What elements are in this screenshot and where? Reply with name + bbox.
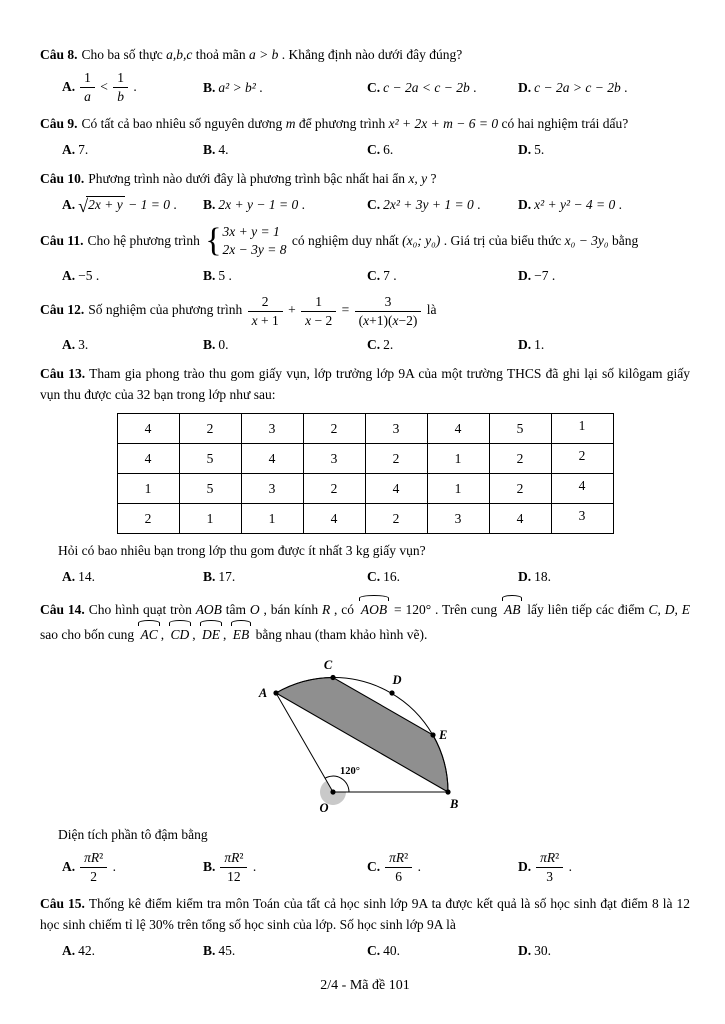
question-body: Có tất cả bao nhiêu số nguyên dương m để phương trình x² + 2x + m − 6 = 0 có hai nghiệm trái dấu? xyxy=(81,115,629,131)
option-label: C. xyxy=(367,79,381,95)
answer-options xyxy=(40,940,690,961)
arc-notation: DE xyxy=(200,620,222,645)
option-text: c − 2a > c − 2b . xyxy=(534,79,628,95)
option-a xyxy=(62,265,203,286)
math-text: 2x + y xyxy=(88,197,123,213)
option-text: $\frac{1}{a}$ < $\frac{1}{b}$ . xyxy=(78,79,137,94)
option-label: C. xyxy=(367,568,381,584)
fraction: $\frac{\text{πR²}}{12}$ xyxy=(220,850,247,885)
point-o-dot xyxy=(330,789,335,794)
table-cell: 2 xyxy=(365,443,427,473)
option-text: 1. xyxy=(534,336,545,352)
option-text: 7 . xyxy=(383,267,397,283)
question-label: Câu 11. xyxy=(40,232,84,248)
option-text: a² > b² . xyxy=(218,79,263,95)
brace-icon: { xyxy=(205,222,222,260)
question-body: Thống kê điểm kiểm tra môn Toán của tất cả học sinh lớp 9A ta được kết quả là số học sinh đạt điểm 8 là 12 học sinh chiếm tỉ lệ 30% trên tổng số học sinh của lớp. Số học sinh lớp 9A là xyxy=(40,895,690,932)
option-text: 17. xyxy=(218,568,236,584)
option-b xyxy=(203,940,367,961)
page-footer: 2/4 - Mã đề 101 xyxy=(320,977,410,993)
option-a xyxy=(62,139,203,160)
table-cell: 4 xyxy=(303,503,365,533)
option-label: C. xyxy=(367,942,381,958)
data-table xyxy=(117,413,614,534)
radical-sign-icon: √ xyxy=(78,196,89,217)
answer-options xyxy=(40,265,690,286)
question-text xyxy=(40,893,690,935)
option-text: 2. xyxy=(383,336,394,352)
question-text xyxy=(40,294,690,329)
question-label: Câu 15. xyxy=(40,895,85,911)
question-14 xyxy=(40,595,690,885)
table-cell: 3 xyxy=(551,503,613,533)
option-label: D. xyxy=(518,141,532,157)
math-text: − 1 = 0 xyxy=(124,197,170,213)
option-text: $\frac{\text{πR²}}{6}$ . xyxy=(383,859,421,874)
option-label: C. xyxy=(367,267,381,283)
arc-notation: AB xyxy=(502,595,523,620)
option-text: $\frac{\text{πR²}}{12}$ . xyxy=(218,859,256,874)
option-text: 16. xyxy=(383,568,400,584)
math-text: x xyxy=(305,312,312,328)
point-e-dot xyxy=(430,732,435,737)
math-text: (x₀; y₀) xyxy=(402,232,441,248)
option-text: 2x + y − 1 = 0 . xyxy=(218,197,305,213)
math-text: c − 2a < c − 2b xyxy=(383,79,470,95)
equation-system xyxy=(205,223,286,259)
option-label: D. xyxy=(518,197,532,213)
table-cell: 2 xyxy=(489,473,551,503)
table-cell: 2 xyxy=(365,503,427,533)
label-c: C xyxy=(323,657,333,672)
option-text: 40. xyxy=(383,942,400,958)
option-c xyxy=(367,566,518,587)
option-text: −7 . xyxy=(534,267,556,283)
option-a xyxy=(62,940,203,961)
option-text: 6. xyxy=(383,141,394,157)
table-cell: 5 xyxy=(179,443,241,473)
question-body: Phương trình nào dưới đây là phương trình bậc nhất hai ẩn x, y ? xyxy=(88,170,437,186)
point-d-dot xyxy=(389,690,394,695)
question-text xyxy=(40,168,690,189)
option-label: C. xyxy=(367,858,381,874)
table-cell: 4 xyxy=(117,413,179,443)
option-label: B. xyxy=(203,267,216,283)
option-a xyxy=(62,334,203,355)
option-text: 5. xyxy=(534,141,545,157)
arc-notation: CD xyxy=(169,620,192,645)
option-b xyxy=(203,194,367,215)
arc-notation: EB xyxy=(231,620,252,645)
option-text: $\frac{\text{πR²}}{3}$ . xyxy=(534,859,572,874)
option-a xyxy=(62,566,203,587)
math-text: x, y xyxy=(408,170,428,186)
option-a xyxy=(62,194,203,215)
option-b xyxy=(203,566,367,587)
option-text: √2x + y − 1 = 0 . xyxy=(78,196,177,217)
question-8 xyxy=(40,44,690,105)
question-label: Câu 9. xyxy=(40,115,78,131)
math-text: O xyxy=(249,601,260,617)
answer-options xyxy=(40,194,690,215)
label-a: A xyxy=(258,685,268,700)
label-o: O xyxy=(319,800,329,815)
question-10 xyxy=(40,168,690,215)
question-body: Cho hình quạt tròn AOB tâm O , bán kính R , có AOB = 120° . Trên cung AB lấy liên tiếp các điểm C, D, E sao cho bốn cung AC , CD , DE , EB bằng nhau (tham khảo hình vẽ). xyxy=(40,602,690,642)
option-label: B. xyxy=(203,141,216,157)
question-subtext: Hỏi có bao nhiêu bạn trong lớp thu gom được ít nhất 3 kg giấy vụn? xyxy=(58,542,426,558)
option-a xyxy=(62,850,203,885)
question-body: Tham gia phong trào thu gom giấy vụn, lớp trưởng lớp 9A của một trường THCS đã ghi lại số kilôgam giấy vụn thu được của 32 bạn trong lớp như sau: xyxy=(40,365,690,402)
option-text: 2x² + 3y + 1 = 0 . xyxy=(383,197,481,213)
math-text: 2x + y − 1 = 0 xyxy=(218,197,299,213)
sector-figure-svg xyxy=(250,653,480,818)
arc-notation: AOB xyxy=(359,595,389,620)
table-cell: 2 xyxy=(179,413,241,443)
table-cell: 1 xyxy=(241,503,303,533)
fraction: $\frac{3}{(x+1)(x-2)}$ xyxy=(355,294,422,329)
table-cell: 2 xyxy=(303,413,365,443)
square-root xyxy=(78,196,125,217)
math-text: m xyxy=(285,115,296,131)
math-text: c − 2a > c − 2b xyxy=(534,79,621,95)
label-b: B xyxy=(450,796,459,811)
math-text: a,b,c xyxy=(166,47,193,62)
point-c-dot xyxy=(330,675,335,680)
table-row xyxy=(117,443,613,473)
question-text xyxy=(40,44,690,65)
question-text xyxy=(40,363,690,405)
table-cell: 1 xyxy=(551,413,613,443)
answer-options xyxy=(40,850,690,885)
answer-options xyxy=(40,70,690,105)
shaded-region xyxy=(276,677,448,792)
option-d xyxy=(518,850,690,885)
option-label: B. xyxy=(203,79,216,95)
table-cell: 5 xyxy=(179,473,241,503)
math-text: R xyxy=(321,601,331,617)
table-row xyxy=(117,503,613,533)
option-text: 42. xyxy=(78,942,95,958)
table-cell: 3 xyxy=(303,443,365,473)
question-label: Câu 12. xyxy=(40,302,85,318)
fraction: $\frac{1}{x - 2}$ xyxy=(301,294,336,329)
table-cell: 4 xyxy=(551,473,613,503)
table-cell: 1 xyxy=(427,473,489,503)
point-a-dot xyxy=(273,690,278,695)
math-text: a xyxy=(84,88,91,104)
math-text: a² > b² xyxy=(218,79,256,95)
option-text: 5 . xyxy=(218,267,232,283)
fraction: $\frac{1}{b}$ xyxy=(113,70,128,105)
math-text: C, D, E xyxy=(648,601,691,617)
option-text: 14. xyxy=(78,568,95,584)
fraction: $\frac{\text{πR²}}{3}$ xyxy=(536,850,563,885)
question-body: Cho hệ phương trình { 3x + y = 1 2x − 3y = 8 có nghiệm duy nhất (x₀; y₀) . Giá trị của biểu thức x₀ − 3y₀ bằng xyxy=(87,222,639,260)
option-label: C. xyxy=(367,141,381,157)
math-text: AOB xyxy=(195,601,222,617)
math-text: x xyxy=(251,312,258,328)
option-text: 45. xyxy=(218,942,236,958)
table-cell: 4 xyxy=(489,503,551,533)
option-c xyxy=(367,139,518,160)
option-label: A. xyxy=(62,197,76,213)
option-label: B. xyxy=(203,197,216,213)
table-cell: 2 xyxy=(303,473,365,503)
question-label: Câu 8. xyxy=(40,47,78,62)
option-label: A. xyxy=(62,336,76,352)
option-b xyxy=(203,334,367,355)
option-c xyxy=(367,265,518,286)
table-cell: 3 xyxy=(241,413,303,443)
table-cell: 3 xyxy=(241,473,303,503)
option-text: −5 . xyxy=(78,267,100,283)
option-b xyxy=(203,265,367,286)
question-9 xyxy=(40,113,690,160)
math-text: b xyxy=(117,88,124,104)
math-text: 2x² + 3y + 1 = 0 xyxy=(383,197,474,213)
option-a xyxy=(62,70,203,105)
table-cell: 1 xyxy=(117,473,179,503)
table-row xyxy=(117,413,613,443)
option-label: A. xyxy=(62,568,76,584)
option-label: A. xyxy=(62,78,76,94)
fraction: $\frac{\text{πR²}}{6}$ xyxy=(385,850,412,885)
option-label: D. xyxy=(518,336,532,352)
option-text: 30. xyxy=(534,942,551,958)
option-d xyxy=(518,265,690,286)
table-cell: 4 xyxy=(427,413,489,443)
question-11 xyxy=(40,223,690,285)
table-cell: 4 xyxy=(117,443,179,473)
option-text: x² + y² − 4 = 0 . xyxy=(534,197,623,213)
option-label: B. xyxy=(203,858,216,874)
option-c xyxy=(367,77,518,98)
question-body: Số nghiệm của phương trình $\frac{2}{x + 1}$ + $\frac{1}{x - 2}$ = $\frac{3}{(x+1)(x-2)}$ là xyxy=(88,293,437,328)
option-d xyxy=(518,139,690,160)
fraction: $\frac{2}{x + 1}$ xyxy=(248,294,283,329)
table-cell: 2 xyxy=(117,503,179,533)
question-body: Cho ba số thực a,b,c thoả mãn a > b . Khẳng định nào dưới đây đúng? xyxy=(81,47,463,62)
math-text: x² + y² − 4 = 0 xyxy=(534,197,616,213)
fraction: $\frac{1}{a}$ xyxy=(80,70,95,105)
option-label: D. xyxy=(518,79,532,95)
option-text: 18. xyxy=(534,568,551,584)
point-b-dot xyxy=(445,789,450,794)
question-13 xyxy=(40,363,690,587)
table-cell: 1 xyxy=(427,443,489,473)
sector-figure xyxy=(250,653,480,824)
option-text: 3. xyxy=(78,336,89,352)
math-text: 2x − 3y = 8 xyxy=(222,242,287,258)
question-text xyxy=(40,595,690,645)
option-text: 0. xyxy=(218,336,229,352)
option-label: D. xyxy=(518,858,532,874)
option-label: B. xyxy=(203,336,216,352)
math-text: x² + 2x + m − 6 = 0 xyxy=(388,115,499,131)
option-label: A. xyxy=(62,267,76,283)
table-cell: 2 xyxy=(489,443,551,473)
option-b xyxy=(203,77,367,98)
option-text: $\frac{\text{πR²}}{2}$ . xyxy=(78,859,116,874)
fraction: $\frac{\text{πR²}}{2}$ xyxy=(80,850,107,885)
question-text xyxy=(40,223,690,259)
option-d xyxy=(518,194,690,215)
option-text: c − 2a < c − 2b . xyxy=(383,79,477,95)
question-label: Câu 13. xyxy=(40,365,86,381)
answer-options xyxy=(40,566,690,587)
arc-notation: AC xyxy=(138,620,159,645)
option-text: 4. xyxy=(218,141,229,157)
answer-options xyxy=(40,334,690,355)
option-text: 7. xyxy=(78,141,89,157)
option-c xyxy=(367,194,518,215)
question-15 xyxy=(40,893,690,961)
table-cell: 5 xyxy=(489,413,551,443)
option-b xyxy=(203,850,367,885)
question-label: Câu 10. xyxy=(40,170,85,186)
option-d xyxy=(518,566,690,587)
question-text xyxy=(40,113,690,134)
option-label: C. xyxy=(367,197,381,213)
table-body xyxy=(117,413,613,533)
option-d xyxy=(518,940,690,961)
option-label: D. xyxy=(518,267,532,283)
math-text: 3x + y = 1 xyxy=(222,224,280,240)
option-b xyxy=(203,139,367,160)
math-text: πR xyxy=(540,850,556,865)
math-text: πR xyxy=(84,850,100,865)
table-cell: 3 xyxy=(427,503,489,533)
math-text: x xyxy=(392,312,399,328)
table-cell: 1 xyxy=(179,503,241,533)
option-label: B. xyxy=(203,942,216,958)
question-12 xyxy=(40,294,690,355)
math-text: x xyxy=(363,312,370,328)
table-cell: 2 xyxy=(551,443,613,473)
option-label: A. xyxy=(62,141,76,157)
option-c xyxy=(367,940,518,961)
option-d xyxy=(518,77,690,98)
table-cell: 4 xyxy=(365,473,427,503)
option-label: C. xyxy=(367,336,381,352)
table-row xyxy=(117,473,613,503)
math-text: πR xyxy=(389,850,405,865)
table-cell: 4 xyxy=(241,443,303,473)
option-c xyxy=(367,850,518,885)
option-label: A. xyxy=(62,942,76,958)
answer-options xyxy=(40,139,690,160)
question-subtext: Diện tích phần tô đậm bằng xyxy=(58,826,208,842)
question-label: Câu 14. xyxy=(40,601,85,617)
option-label: D. xyxy=(518,568,532,584)
option-d xyxy=(518,334,690,355)
math-text: a > b xyxy=(248,47,279,62)
table-cell: 3 xyxy=(365,413,427,443)
option-label: A. xyxy=(62,858,76,874)
label-d: D xyxy=(392,672,402,687)
math-text: πR xyxy=(224,850,240,865)
option-label: D. xyxy=(518,942,532,958)
option-c xyxy=(367,334,518,355)
label-e: E xyxy=(439,727,448,742)
math-text: x₀ − 3y₀ xyxy=(564,232,609,248)
angle-label: 120° xyxy=(340,765,360,777)
option-label: B. xyxy=(203,568,216,584)
